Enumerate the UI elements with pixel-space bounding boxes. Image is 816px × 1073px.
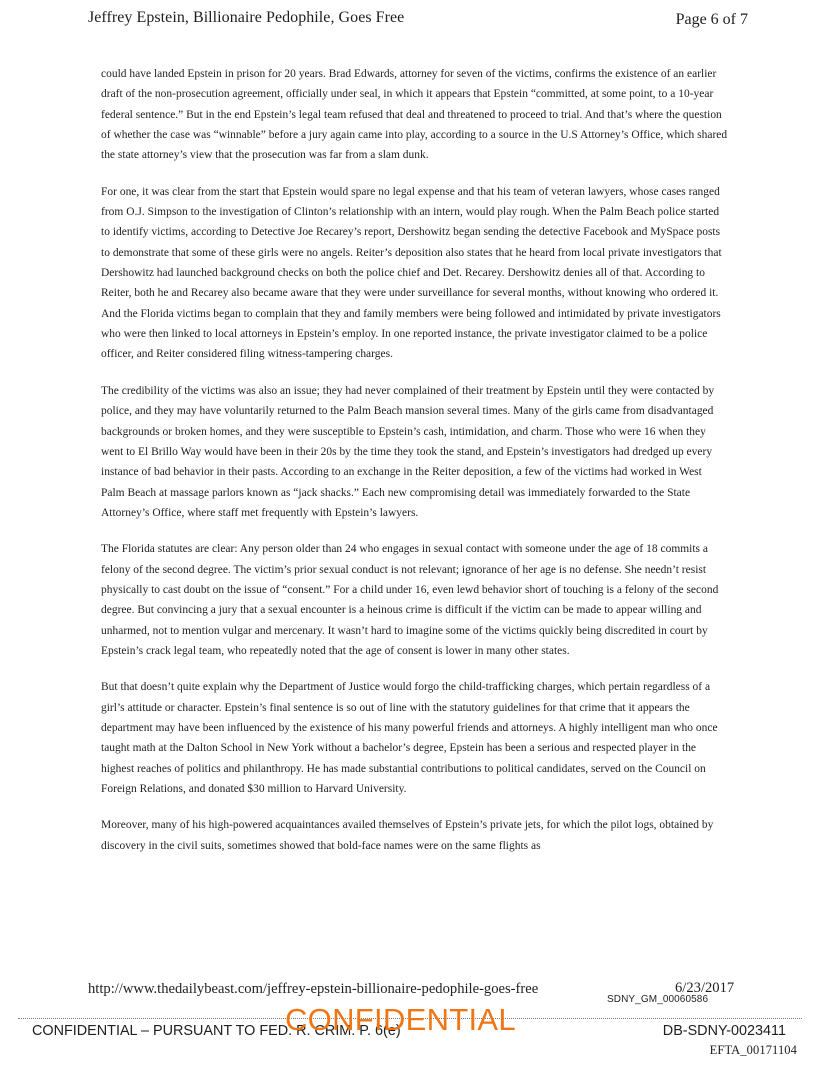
article-paragraph: The Florida statutes are clear: Any person older than 24 who engages in sexual contact with someone under the age of 18 commits a felony of the second degree. The victim’s prior sexual conduct is not relevant; ignorance of her age is no defense. She needn’t resist physically to cast doubt on the issue of “consent.” For a child under 16, even lewd behavior short of touching is a felony of the second degree. But convincing a jury that a sexual encounter is a heinous crime is difficult if the victim can be made to appear willing and unharmed, not to mention vulgar and mercenary. It wasn’t hard to imagine some of the victims quickly being discredited in court by Epstein’s crack legal team, who repeatedly noted that the age of consent is lower in many other states. [101,543,719,657]
article-paragraph: For one, it was clear from the start that Epstein would spare no legal expense and that his team of veteran lawyers, whose cases ranged from O.J. Simpson to the investigation of Clinton’s relationship with an intern, would play rough. When the Palm Beach police started to identify victims, according to Detective Joe Recarey’s report, Dershowitz began sending the detective Facebook and MySpace posts to demonstrate that some of these girls were no angels. Reiter’s deposition also states that he heard from local private investigators that Dershowitz had launched background checks on both the police chief and Det. Recarey. Dershowitz denies all of that. According to Reiter, both he and Recarey also became aware that they were under surveillance for several months, without knowing who ordered it. And the Florida victims began to complain that they and family members were being followed and intimidated by private investigators who were then linked to local attorneys in Epstein’s employ. In one reported instance, the private investigator claimed to be a police officer, and Reiter considered filing witness-tampering charges. [101,185,722,361]
print-date: 6/23/2017 [675,980,735,996]
page-number: Page 6 of 7 [675,11,748,28]
page-title: Jeffrey Epstein, Billionaire Pedophile, Goes Free [88,9,405,26]
page-header [88,9,748,29]
source-url[interactable]: http://www.thedailybeast.com/jeffrey-epstein-billionaire-pedophile-goes-free [88,981,539,997]
confidential-notice: CONFIDENTIAL – PURSUANT TO FED. R. CRIM. P. 6(e) [32,1023,401,1039]
sdny-gm-bates-number: SDNY_GM_00060586 [607,994,709,1005]
article-paragraph: Moreover, many of his high-powered acquaintances availed themselves of Epstein’s private jets, for which the pilot logs, obtained by discovery in the civil suits, sometimes showed that bold-face names were on the same flights as [101,819,714,852]
article-paragraph: But that doesn’t quite explain why the Department of Justice would forgo the child-trafficking charges, which pertain regardless of a girl’s attitude or character. Epstein’s final sentence is so out of line with the statutory guidelines for that crime that it appears the department may have been influenced by the existence of his many powerful friends and attorneys. A highly intelligent man who once taught math at the Dalton School in New York without a bachelor’s degree, Epstein has been a serious and respected player in the highest reaches of politics and philanthropy. He has made substantial contributions to political candidates, served on the Council on Foreign Relations, and donated $30 million to Harvard University. [101,681,718,795]
efta-bates-number: EFTA_00171104 [709,1043,797,1057]
article-paragraph: The credibility of the victims was also an issue; they had never complained of their treatment by Epstein until they were contacted by police, and they may have voluntarily returned to the Palm Beach mansion several times. Many of the girls came from disadvantaged backgrounds or broken homes, and they were susceptible to Epstein’s cash, intimidation, and charm. Those who were 16 when they went to El Brillo Way would have been in their 20s by the time they took the stand, and Epstein’s investigators had dredged up every instance of bad behavior in their pasts. According to an exchange in the Reiter deposition, a few of the victims had worked in West Palm Beach at massage parlors known as “jack shacks.” Each new compromising detail was immediately forwarded to the State Attorney’s Office, where staff met frequently with Epstein’s lawyers. [101,384,715,519]
db-sdny-bates-number: DB-SDNY-0023411 [662,1023,786,1039]
article-body [101,64,728,872]
confidential-stamp: CONFIDENTIAL [285,1002,516,1037]
article-paragraph: could have landed Epstein in prison for 20 years. Brad Edwards, attorney for seven of the victims, confirms the existence of an earlier draft of the non-prosecution agreement, officially under seal, in which it appears that Epstein “committed, at some point, to a 10-year federal sentence.” But in the end Epstein’s legal team refused that deal and threatened to proceed to trial. And that’s where the question of whether the case was “winnable” before a jury again came into play, according to a source in the U.S Attorney’s Office, which shared the state attorney’s view that the prosecution was far from a slam dunk. [101,68,728,162]
